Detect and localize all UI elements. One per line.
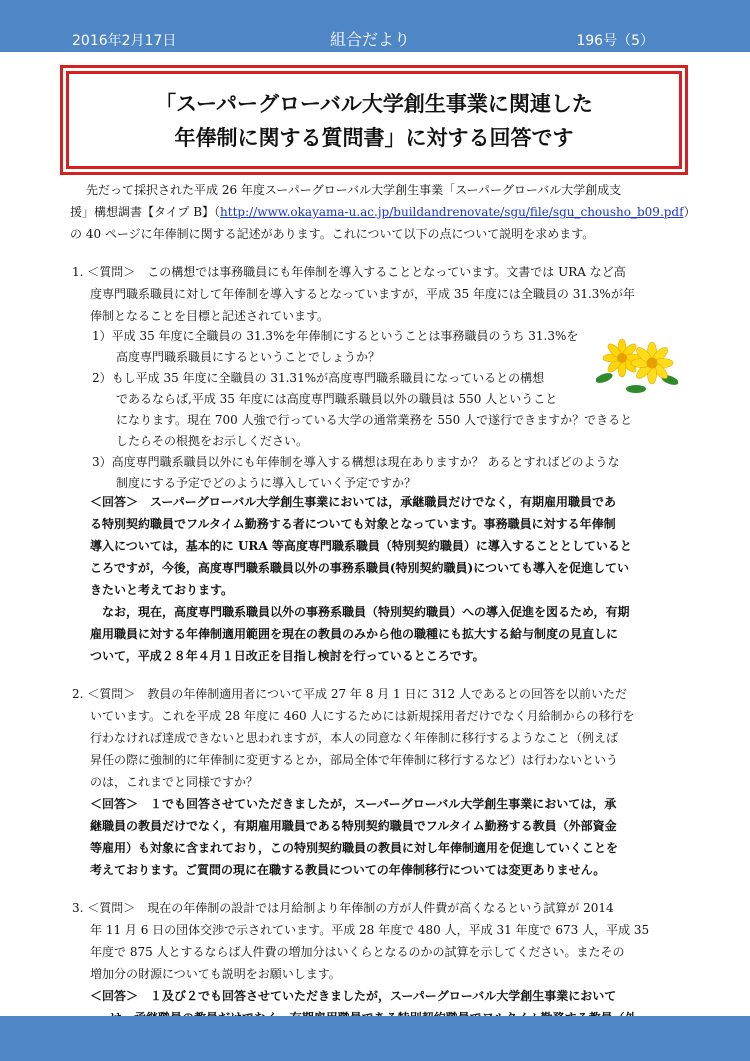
q3-line: 年 11 月 6 日の団体交渉で示されています。平成 28 年度で 480 人，平成 31 年度で 673 人，平成 35 bbox=[90, 923, 650, 937]
q2-line: 2. ＜質問＞ 教員の年俸制適用者について平成 27 年 8 月 1 日に 312 人であるとの回答を以前いただ bbox=[72, 687, 627, 701]
q1-answer-line: きたいと考えております。 bbox=[90, 583, 234, 597]
q1-line: 俸制となることを目標と記述されています。 bbox=[90, 309, 330, 323]
q3-line: 増加分の財源についても説明をお願いします。 bbox=[90, 967, 341, 981]
q1-sub-line: 制度にする予定でどのように導入していく予定ですか？ bbox=[116, 476, 417, 490]
main-title-line2: 年俸制に関する質問書」に対する回答です bbox=[174, 126, 574, 150]
intro-line1: 先だって採択された平成 26 年度スーパーグローバル大学創生事業「スーパーグローバル大学創成支 bbox=[86, 183, 622, 197]
q1-sub-line: 1）平成 35 年度に全職員の 31.3%を年俸制にするということは事務職員のうち 31.3%を bbox=[92, 329, 579, 343]
q1-sub-line: 2）もし平成 35 年度に全職員の 31.31%が高度専門職系職員になっているとの構想 bbox=[92, 371, 545, 385]
q3-answer-line: ＜回答＞ １及び２でも回答させていただきましたが，スーパーグローバル大学創生事業において bbox=[90, 989, 617, 1003]
q3-line: 3. ＜質問＞ 現在の年俸制の設計では月給制より年俸制の方が人件費が高くなるという試算が 2014 bbox=[72, 901, 614, 915]
q1-answer-line: ついて，平成２８年４月１日改正を目指し検討を行っているところです。 bbox=[90, 649, 485, 663]
main-title-line1: 「スーパーグローバル大学創生事業に関連した bbox=[155, 92, 593, 116]
q2-line: のは，これまでと同様ですか？ bbox=[90, 775, 259, 789]
main-title-box bbox=[66, 71, 682, 169]
q1-sub-line: であるならば,平成 35 年度には高度専門職系職員以外の職員は 550 人ということ bbox=[116, 392, 558, 406]
intro-line2 bbox=[70, 201, 696, 223]
q3-line: 年度で 875 人とするならば人件費の増加分はいくらとなるのかの試算を示してください。またその bbox=[90, 945, 625, 959]
q2-answer-line: ＜回答＞ １でも回答させていただきましたが，スーパーグローバル大学創生事業においては，承 bbox=[90, 797, 617, 811]
header-title: 組合だより bbox=[330, 30, 411, 49]
intro-line3: の 40 ページに年俸制に関する記述があります。これについて以下の点について説明を求めます。 bbox=[70, 227, 595, 241]
q2-line: 昇任の際に強制的に年俸制に変更するとか，部局全体で年俸制に移行するなど）は行わないという bbox=[90, 753, 619, 767]
q2-line: いています。これを平成 28 年度に 460 人にするためには新規採用者だけでなく月給制からの移行を bbox=[90, 709, 635, 723]
intro-line2-pre: 援」構想調書【タイプ B】（ bbox=[70, 205, 221, 219]
q1-answer-line: なお，現在，高度専門職系職員以外の事務系職員（特別契約職員）への導入促進を図るため，有期 bbox=[90, 605, 630, 619]
header-date: 2016年2月17日 bbox=[72, 33, 177, 49]
survey-pdf-link[interactable]: http://www.okayama-u.ac.jp/buildandrenovate/sgu/file/sgu_chousho_b09.pdf bbox=[220, 205, 684, 219]
q1-answer-line: 雇用職員に対する年俸制適用範囲を現在の教員のみから他の職種にも拡大する給与制度の見直しに bbox=[90, 627, 619, 641]
q2-answer-line: 等雇用）も対象に含まれており，この特別契約職員の教員に対し年俸制適用を促進していくことを bbox=[90, 841, 619, 855]
q1-line: 1. ＜質問＞ この構想では事務職員にも年俸制を導入することとなっています。文書では URA など高 bbox=[72, 265, 626, 279]
yellow-flower-icon bbox=[596, 334, 678, 394]
footer-bar bbox=[0, 1016, 750, 1061]
header-issue: 196号（5） bbox=[576, 33, 654, 49]
q1-answer-line: ＜回答＞ スーパーグローバル大学創生事業においては，承継職員だけでなく，有期雇用職員であ bbox=[90, 495, 616, 509]
intro-line2-post: ） bbox=[683, 205, 696, 219]
q1-sub-line: になります。現在 700 人強で行っている大学の通常業務を 550 人で遂行できますか？できると bbox=[116, 413, 633, 427]
header-bar bbox=[0, 0, 750, 52]
q1-sub-line: したらその根拠をお示しください。 bbox=[116, 434, 309, 448]
q1-sub-line: 高度専門職系職員にするということでしょうか？ bbox=[116, 350, 381, 364]
q1-sub-line: 3）高度専門職系職員以外にも年俸制を導入する構想は現在ありますか？ あるとすればどのような bbox=[92, 455, 620, 469]
q1-answer-line: る特別契約職員でフルタイム勤務する者についても対象となっています。事務職員に対する年俸制 bbox=[90, 517, 616, 531]
q1-answer-line: 導入については，基本的に URA 等高度専門職系職員（特別契約職員）に導入することとしていると bbox=[90, 539, 632, 553]
q2-answer-line: 継職員の教員だけでなく，有期雇用職員である特別契約職員でフルタイム勤務する教員（外部資金 bbox=[90, 819, 617, 833]
q2-answer-line: 考えております。ご質問の現に在職する教員についての年俸制移行については変更ありません。 bbox=[90, 863, 606, 877]
q1-line: 度専門職系職員に対して年俸制を導入するとなっていますが，平成 35 年度には全職員の 31.3%が年 bbox=[90, 287, 635, 301]
q1-answer-line: ころですが，今後，高度専門職系職員以外の事務系職員(特別契約職員)についても導入を促進してい bbox=[90, 561, 629, 575]
q2-line: 行わなければ達成できないと思われますが，本人の同意なく年俸制に移行するようなこと（例えば bbox=[90, 731, 619, 745]
